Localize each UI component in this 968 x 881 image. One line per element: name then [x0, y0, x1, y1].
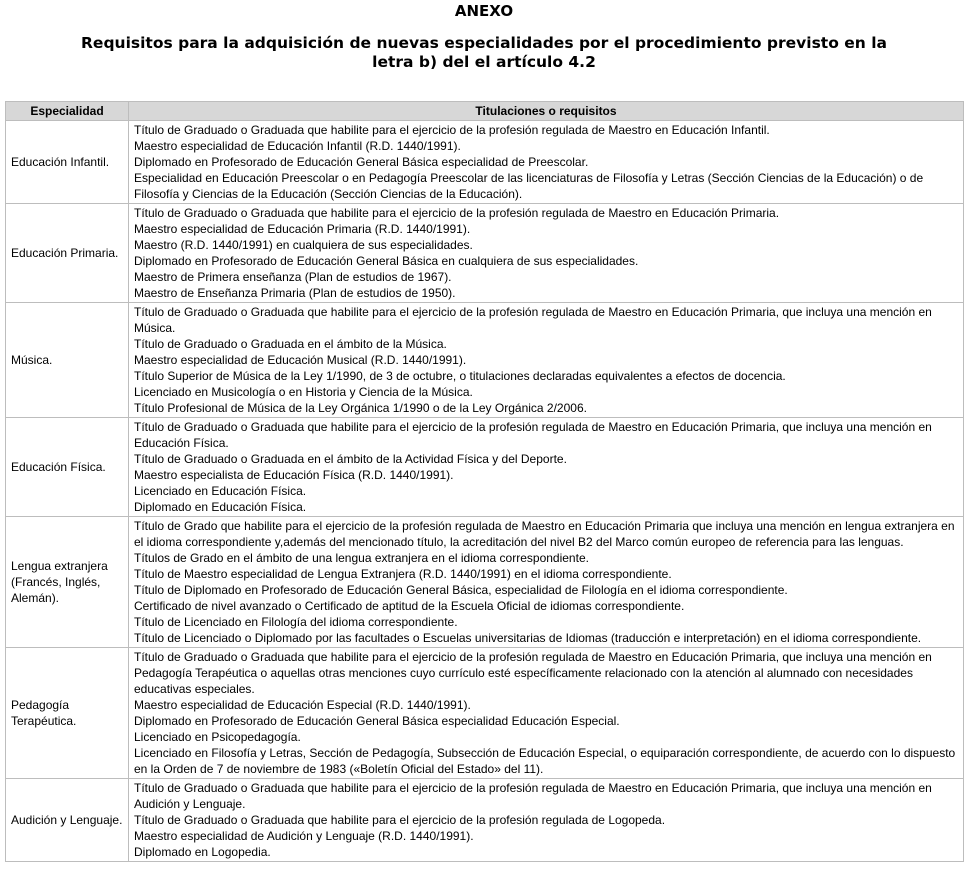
- specialty-cell: Educación Primaria.: [6, 204, 129, 303]
- requirement-item: Diplomado en Profesorado de Educación General Básica especialidad de Preescolar.: [134, 155, 589, 169]
- requirement-item: Título de Graduado o Graduada que habilite para el ejercicio de la profesión regulada de Logopeda.: [134, 813, 666, 827]
- requirement-item: Licenciado en Educación Física.: [134, 484, 307, 498]
- requirement-item: Licenciado en Musicología o en Historia y Ciencia de la Música.: [134, 385, 473, 399]
- requirements-cell: [129, 121, 964, 204]
- requirement-item: Título de Grado que habilite para el ejercicio de la profesión regulada de Maestro en Educación Primaria que incluya una mención en lengua extranjera en el idioma correspondiente y,además del mencionado título, la acreditación del nivel B2 del Marco común europeo de referencia para las lenguas.: [134, 519, 955, 549]
- requirement-item: Título de Graduado o Graduada en el ámbito de la Música.: [134, 337, 447, 351]
- requirement-item: Certificado de nivel avanzado o Certificado de aptitud de la Escuela Oficial de idiomas correspondiente.: [134, 599, 685, 613]
- requirements-cell: [129, 517, 964, 648]
- annex-heading: ANEXO: [454, 2, 514, 20]
- specialty-cell: Audición y Lenguaje.: [6, 779, 129, 862]
- specialty-cell: Música.: [6, 303, 129, 418]
- document-title: Requisitos para la adquisición de nuevas especialidades por el procedimiento previsto en la letra b) del el artículo 4.2: [81, 34, 887, 71]
- requirement-item: Maestro especialidad de Audición y Lenguaje (R.D. 1440/1991).: [134, 829, 474, 843]
- table-row: [6, 648, 964, 779]
- requirement-item: Maestro especialidad de Educación Primaria (R.D. 1440/1991).: [134, 222, 471, 236]
- requirement-item: Licenciado en Filosofía y Letras, Sección de Pedagogía, Subsección de Educación Especial, o equiparación correspondiente, de acuerdo con lo dispuesto en la Orden de 7 de noviembre de 1983 («Boletín Oficial del Estado» del 11).: [134, 746, 956, 776]
- requirement-item: Título de Graduado o Graduada que habilite para el ejercicio de la profesión regulada de Maestro en Educación Infantil.: [134, 123, 770, 137]
- column-header-requirements: Titulaciones o requisitos: [129, 102, 964, 121]
- requirement-item: Título de Graduado o Graduada que habilite para el ejercicio de la profesión regulada de Maestro en Educación Primaria, que incluya una mención en Audición y Lenguaje.: [134, 781, 932, 811]
- specialty-cell: Lengua extranjera (Francés, Inglés, Alemán).: [6, 517, 129, 648]
- requirements-cell: [129, 418, 964, 517]
- requirements-cell: [129, 779, 964, 862]
- requirement-item: Título de Graduado o Graduada que habilite para el ejercicio de la profesión regulada de Maestro en Educación Primaria.: [134, 206, 780, 220]
- table-body: [6, 121, 964, 862]
- requirement-item: Título de Graduado o Graduada que habilite para el ejercicio de la profesión regulada de Maestro en Educación Primaria, que incluya una mención en Música.: [134, 305, 932, 335]
- requirement-item: Título de Licenciado o Diplomado por las facultades o Escuelas universitarias de Idiomas (traducción e interpretación) en el idioma correspondiente.: [134, 631, 922, 645]
- requirements-table: [5, 101, 964, 862]
- table-row: [6, 517, 964, 648]
- requirement-item: Maestro especialidad de Educación Especial (R.D. 1440/1991).: [134, 698, 471, 712]
- specialty-cell: Educación Física.: [6, 418, 129, 517]
- table-row: [6, 121, 964, 204]
- requirement-item: Maestro especialidad de Educación Infantil (R.D. 1440/1991).: [134, 139, 461, 153]
- requirement-item: Diplomado en Educación Física.: [134, 500, 307, 514]
- requirement-item: Título de Graduado o Graduada en el ámbito de la Actividad Física y del Deporte.: [134, 452, 567, 466]
- specialty-cell: Pedagogía Terapéutica.: [6, 648, 129, 779]
- requirement-item: Diplomado en Profesorado de Educación General Básica en cualquiera de sus especialidades.: [134, 254, 639, 268]
- table-row: [6, 779, 964, 862]
- requirement-item: Maestro de Enseñanza Primaria (Plan de estudios de 1950).: [134, 286, 456, 300]
- requirement-item: Título de Licenciado en Filología del idioma correspondiente.: [134, 615, 458, 629]
- specialty-cell: Educación Infantil.: [6, 121, 129, 204]
- requirement-item: Maestro (R.D. 1440/1991) en cualquiera de sus especialidades.: [134, 238, 473, 252]
- requirement-item: Título de Maestro especialidad de Lengua Extranjera (R.D. 1440/1991) en el idioma correspondiente.: [134, 567, 672, 581]
- requirement-item: Títulos de Grado en el ámbito de una lengua extranjera en el idioma correspondiente.: [134, 551, 589, 565]
- requirements-cell: [129, 204, 964, 303]
- table-row: [6, 204, 964, 303]
- requirement-item: Título de Graduado o Graduada que habilite para el ejercicio de la profesión regulada de Maestro en Educación Primaria, que incluya una mención en Educación Física.: [134, 420, 932, 450]
- requirements-cell: [129, 648, 964, 779]
- document-header: [0, 0, 968, 72]
- requirement-item: Especialidad en Educación Preescolar o en Pedagogía Preescolar de las licenciaturas de Filosofía y Letras (Sección Ciencias de la Educación) o de Filosofía y Ciencias de la Educación (Sección Ciencias de la Educación).: [134, 171, 924, 201]
- requirements-cell: [129, 303, 964, 418]
- requirement-item: Licenciado en Psicopedagogía.: [134, 730, 301, 744]
- requirement-item: Título Profesional de Música de la Ley Orgánica 1/1990 o de la Ley Orgánica 2/2006.: [134, 401, 587, 415]
- requirement-item: Título Superior de Música de la Ley 1/1990, de 3 de octubre, o titulaciones declaradas equivalentes a efectos de docencia.: [134, 369, 786, 383]
- table-row: [6, 303, 964, 418]
- requirement-item: Diplomado en Logopedia.: [134, 845, 271, 859]
- column-header-specialty: Especialidad: [6, 102, 129, 121]
- table-row: [6, 418, 964, 517]
- requirement-item: Diplomado en Profesorado de Educación General Básica especialidad Educación Especial.: [134, 714, 620, 728]
- requirement-item: Maestro especialidad de Educación Musical (R.D. 1440/1991).: [134, 353, 467, 367]
- requirement-item: Título de Diplomado en Profesorado de Educación General Básica, especialidad de Filología en el idioma correspondiente.: [134, 583, 788, 597]
- requirement-item: Maestro especialista de Educación Física (R.D. 1440/1991).: [134, 468, 454, 482]
- requirement-item: Maestro de Primera enseñanza (Plan de estudios de 1967).: [134, 270, 452, 284]
- requirement-item: Título de Graduado o Graduada que habilite para el ejercicio de la profesión regulada de Maestro en Educación Primaria, que incluya una mención en Pedagogía Terapéutica o aquellas otras menciones cuyo currículo esté específicamente relacionado con la atención al alumnado con necesidades educativas especiales.: [134, 650, 932, 696]
- table-header-row: [6, 102, 964, 121]
